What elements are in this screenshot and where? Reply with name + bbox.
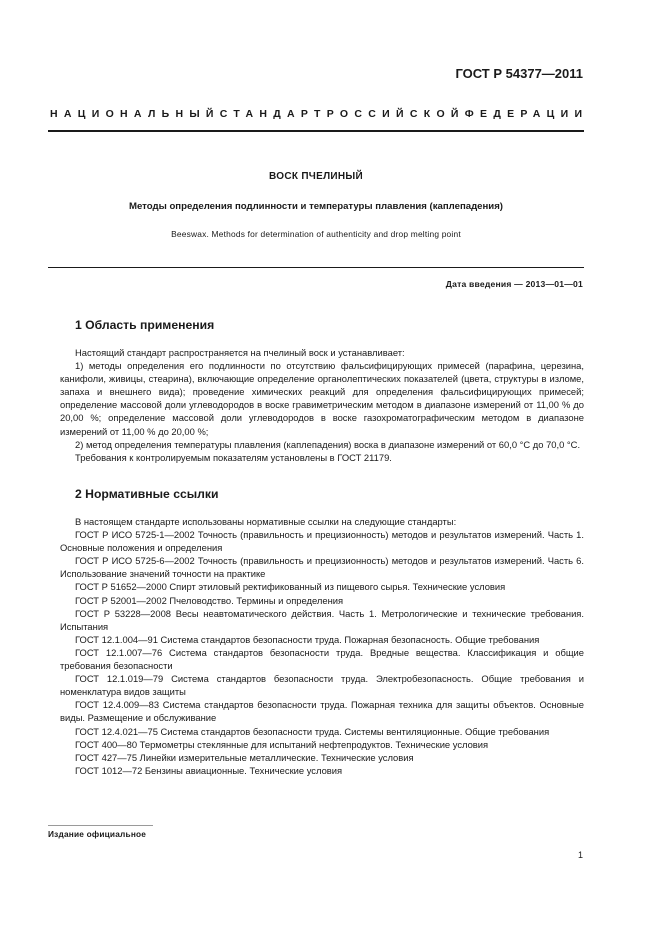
reference-item: ГОСТ 12.4.009—83 Система стандартов безопасности труда. Пожарная техника для защиты объектов. Основные виды. Размещение и обслуживание (60, 699, 584, 724)
banner-word: НАЦИОНАЛЬНЫЙ (50, 108, 220, 120)
section-scope-body (60, 346, 584, 464)
section-heading-scope: 1 Область применения (75, 318, 215, 332)
title-divider (48, 267, 584, 268)
document-subtitle: Методы определения подлинности и температуры плавления (каплепадения) (128, 201, 503, 212)
page-number: 1 (577, 850, 583, 860)
reference-item: ГОСТ Р 51652—2000 Спирт этиловый ректификованный из пищевого сырья. Технические условия (75, 581, 506, 593)
section-references-body (60, 515, 584, 777)
banner-word: РОССИЙСКОЙ (326, 108, 465, 120)
reference-item: ГОСТ Р ИСО 5725-6—2002 Точность (правильность и прецизионность) методов и результатов измерений. Часть 6. Использование значений точности на практике (60, 555, 584, 580)
footer-divider (48, 825, 153, 826)
reference-item: ГОСТ 427—75 Линейки измерительные металлические. Технические условия (75, 751, 414, 763)
paragraph: 1) методы определения его подлинности по отсутствию фальсифицирующих примесей (парафина, церезина, канифоли, живицы, стеарина), включающие определение органолептических показателей (цвета, структуры в изломе, запаха и внешнего вида); проведение химических реакций для определения фальсифицирующих примесей; определение массовой доли углеводородов в воске гравиметрическим методом в диапазоне измерений от 11,00 % до 20,00 %; определение массовой доли углеводородов в воске газохроматографическим методом в диапазоне измерений от 11,00 % до 20,00 %; (60, 360, 584, 437)
reference-item: ГОСТ 12.1.007—76 Система стандартов безопасности труда. Вредные вещества. Классификация и общие требования безопасности (60, 646, 584, 672)
paragraph: В настоящем стандарте использованы нормативные ссылки на следующие стандарты: (75, 516, 457, 527)
standard-banner (50, 108, 589, 120)
banner-word: ФЕДЕРАЦИИ (464, 108, 589, 120)
reference-item: ГОСТ Р ИСО 5725-1—2002 Точность (правильность и прецизионность) методов и результатов измерений. Часть 1. Основные положения и определения (60, 529, 584, 554)
reference-item: ГОСТ 1012—72 Бензины авиационные. Технические условия (75, 764, 343, 776)
paragraph: 2) метод определения температуры плавления (каплепадения) воска в диапазоне измерений от 60,0 °С до 70,0 °С. (75, 438, 581, 450)
banner-word: СТАНДАРТ (219, 108, 327, 120)
document-title-english: Beeswax. Methods for determination of authenticity and drop melting point (171, 229, 461, 239)
official-edition-note: Издание официальное (48, 829, 147, 839)
reference-item: ГОСТ 12.1.004—91 Система стандартов безопасности труда. Пожарная безопасность. Общие требования (75, 633, 540, 645)
reference-item: ГОСТ Р 52001—2002 Пчеловодство. Термины и определения (75, 594, 344, 606)
reference-item: ГОСТ 400—80 Термометры стеклянные для испытаний нефтепродуктов. Технические условия (75, 738, 489, 750)
introduction-date: Дата введения — 2013—01—01 (445, 279, 583, 289)
reference-item: ГОСТ Р 53228—2008 Весы неавтоматического действия. Часть 1. Метрологические и технические требования. Испытания (60, 607, 584, 632)
paragraph: Настоящий стандарт распространяется на пчелиный воск и устанавливает: (75, 347, 405, 358)
header-divider (48, 130, 584, 132)
paragraph: Требования к контролируемым показателям установлены в ГОСТ 21179. (75, 451, 392, 463)
document-number: ГОСТ Р 54377—2011 (455, 66, 583, 81)
reference-item: ГОСТ 12.1.019—79 Система стандартов безопасности труда. Электробезопасность. Общие требования и номенклатура видов защиты (60, 673, 584, 698)
section-heading-references: 2 Нормативные ссылки (75, 487, 219, 501)
reference-item: ГОСТ 12.4.021—75 Система стандартов безопасности труда. Системы вентиляционные. Общие требования (75, 725, 550, 737)
document-title: ВОСК ПЧЕЛИНЫЙ (268, 171, 364, 182)
